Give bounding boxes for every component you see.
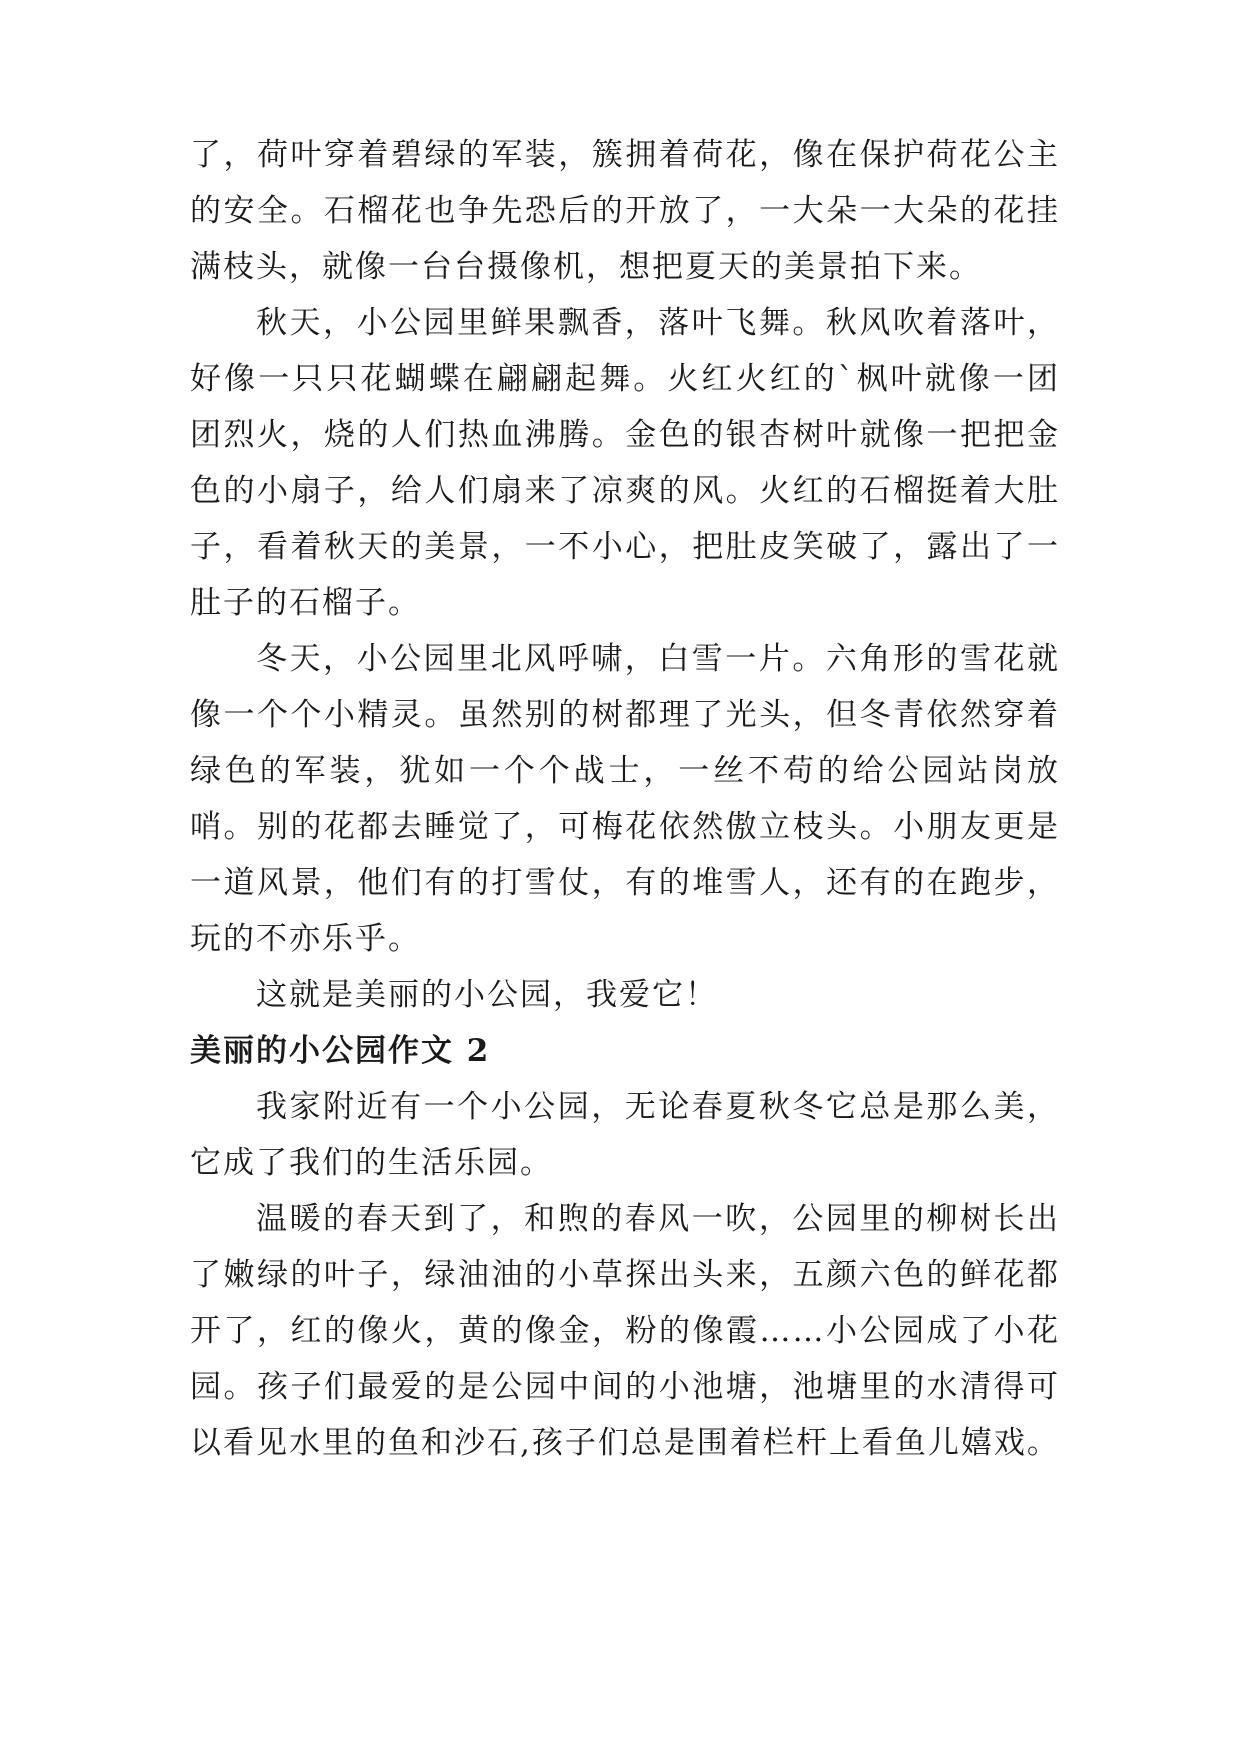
document-body <box>190 127 1060 1471</box>
section-title: 美丽的小公园作文 2 <box>190 1033 491 1069</box>
paragraph-spring-2: 温暖的春天到了，和煦的春风一吹，公园里的柳树长出了嫩绿的叶子，绿油油的小草探出头来，五颜六色的鲜花都开了，红的像火，黄的像金，粉的像霞……小公园成了小花园。孩子们最爱的是公园中间的小池塘，池塘里的水清得可以看见水里的鱼和沙石,孩子们总是围着栏杆上看鱼儿嬉戏。 <box>190 1201 1060 1461</box>
paragraph-winter: 冬天，小公园里北风呼啸，白雪一片。六角形的雪花就像一个个小精灵。虽然别的树都理了光头，但冬青依然穿着绿色的军装，犹如一个个战士，一丝不苟的给公园站岗放哨。别的花都去睡觉了，可梅花依然傲立枝头。小朋友更是一道风景，他们有的打雪仗，有的堆雪人，还有的在跑步，玩的不亦乐乎。 <box>190 641 1060 957</box>
paragraph-intro-2: 我家附近有一个小公园，无论春夏秋冬它总是那么美，它成了我们的生活乐园。 <box>190 1089 1060 1181</box>
paragraph-autumn: 秋天，小公园里鲜果飘香，落叶飞舞。秋风吹着落叶，好像一只只花蝴蝶在翩翩起舞。火红火红的`枫叶就像一团团烈火，烧的人们热血沸腾。金色的银杏树叶就像一把把金色的小扇子，给人们扇来了凉爽的风。火红的石榴挺着大肚子，看着秋天的美景，一不小心，把肚皮笑破了，露出了一肚子的石榴子。 <box>190 305 1060 621</box>
paragraph-conclusion: 这就是美丽的小公园，我爱它！ <box>256 977 718 1013</box>
paragraph-summer-continued: 了，荷叶穿着碧绿的军装，簇拥着荷花，像在保护荷花公主的安全。石榴花也争先恐后的开放了，一大朵一大朵的花挂满枝头，就像一台台摄像机，想把夏天的美景拍下来。 <box>190 137 1060 285</box>
